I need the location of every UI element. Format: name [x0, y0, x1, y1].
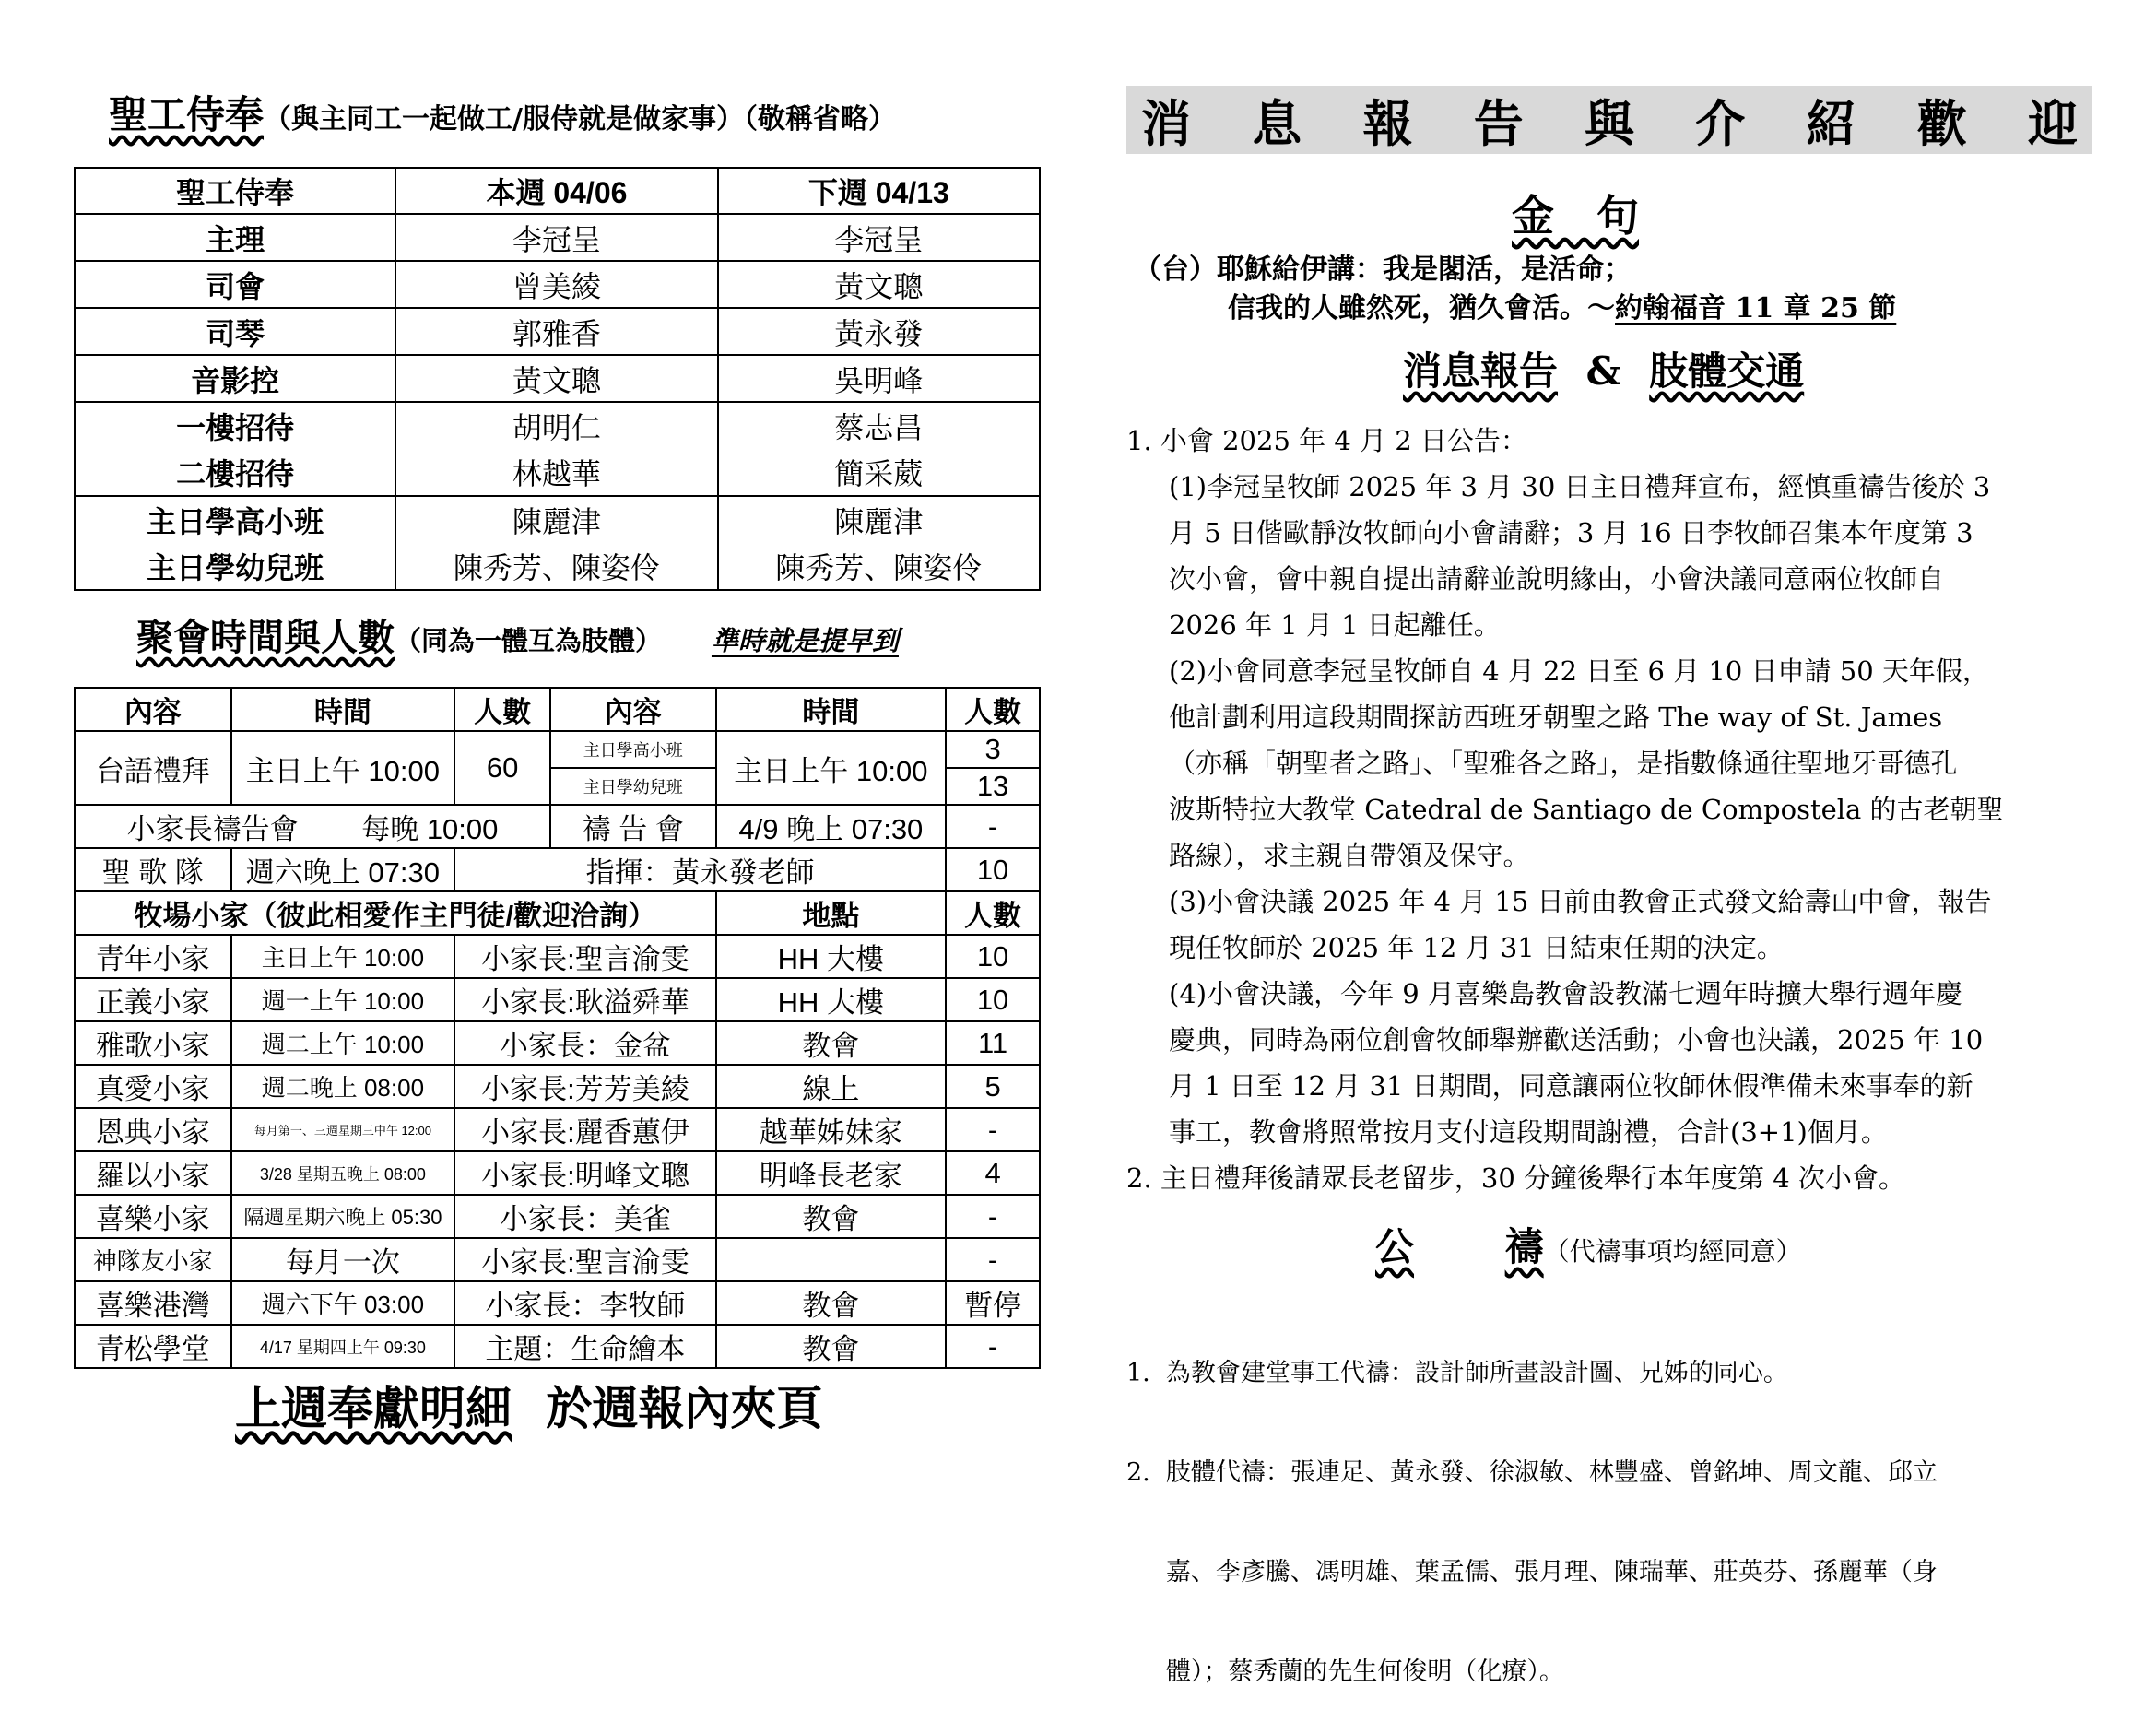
news-line: 月 1 日至 12 月 31 日期間，同意讓兩位牧師休假準備未來事奉的新	[1169, 1070, 1973, 1102]
cell-leader: 小家長：金盆	[454, 1021, 715, 1065]
taiyu-service: 台語禮拜	[75, 731, 231, 805]
cell-place: 教會	[716, 1195, 947, 1238]
news-heading	[1403, 341, 1804, 396]
news-line: 路線），求主親自帶領及保守。	[1169, 840, 1530, 871]
cell-leader: 小家長:明峰文聰	[454, 1151, 715, 1195]
news-line: (1)李冠呈牧師 2025 年 3 月 30 日主日禮拜宣布，經慎重禱告後於 3	[1169, 471, 1991, 502]
cell-time: 隔週星期六晚上 05:30	[231, 1195, 455, 1238]
cell-place: HH 大樓	[716, 935, 947, 978]
cell-name: 恩典小家	[75, 1108, 231, 1151]
cell-count: 4	[946, 1151, 1040, 1195]
ss-high: 主日學高小班	[550, 731, 716, 768]
taiyu-time: 主日上午 10:00	[231, 731, 455, 805]
cell-place	[716, 1238, 947, 1281]
role-cell: 二樓招待	[75, 449, 395, 496]
cell-place: HH 大樓	[716, 978, 947, 1021]
cell-name: 喜樂港灣	[75, 1281, 231, 1325]
col-header: 時間	[231, 688, 455, 731]
cell-count: -	[946, 1195, 1040, 1238]
prayer-subtitle: （代禱事項均經同意）	[1543, 1236, 1802, 1267]
parent-prayer-time: 每晚 10:00	[361, 813, 499, 845]
cell-place: 教會	[716, 1325, 947, 1368]
col-header: 時間	[716, 688, 947, 731]
table-row	[75, 1195, 1040, 1238]
next-week-cell: 黃文聰	[718, 261, 1040, 308]
table-row	[75, 261, 1040, 308]
cell-place: 線上	[716, 1065, 947, 1108]
golden-verse	[1134, 251, 1896, 328]
golden-verse-ref: 約翰福音 11 章 25 節	[1615, 292, 1897, 324]
prayer-line: 嘉、李彥騰、馮明雄、葉孟儒、張月理、陳瑞華、莊英芬、孫麗華（身	[1126, 1558, 1938, 1586]
news-line: 他計劃利用這段期間探訪西班牙朝聖之路 The way of St. James	[1169, 702, 1943, 733]
offering-subtitle: 於週報內夾頁	[546, 1382, 823, 1435]
parent-prayer: 小家長禱告會	[126, 813, 299, 845]
col-header: 人數	[946, 688, 1040, 731]
this-week-cell: 陳秀芳、陳姿伶	[395, 543, 717, 590]
news-line: （亦稱「朝聖者之路」、「聖雅各之路」，是指數條通往聖地牙哥德孔	[1169, 748, 1958, 779]
news-line: 2026 年 1 月 1 日起離任。	[1169, 609, 1501, 641]
cell-leader: 小家長:耿溢舜華	[454, 978, 715, 1021]
table-row	[75, 355, 1040, 402]
table-row	[75, 1108, 1040, 1151]
this-week-cell: 曾美綾	[395, 261, 717, 308]
this-week-cell: 黃文聰	[395, 355, 717, 402]
cell-name: 羅以小家	[75, 1151, 231, 1195]
choir-count: 10	[946, 848, 1040, 891]
next-week-cell: 李冠呈	[718, 214, 1040, 261]
cell-place: 明峰長老家	[716, 1151, 947, 1195]
cell-name: 青松學堂	[75, 1325, 231, 1368]
table-row	[75, 978, 1040, 1021]
news-amp: &	[1585, 348, 1621, 394]
choir-time: 週六晚上 07:30	[231, 848, 455, 891]
role-cell: 一樓招待	[75, 402, 395, 449]
banner-char: 紹	[1806, 93, 1856, 153]
table-row	[75, 214, 1040, 261]
ss-high-count: 3	[946, 731, 1040, 768]
this-week-cell: 陳麗津	[395, 496, 717, 543]
cell-leader: 小家長：美雀	[454, 1195, 715, 1238]
banner-char: 息	[1252, 93, 1302, 153]
taiyu-count: 60	[454, 731, 550, 805]
news-banner	[1126, 86, 2092, 154]
role-cell: 司會	[75, 261, 395, 308]
prayer-title-a: 公	[1375, 1224, 1415, 1269]
prayer-title-b: 禱	[1504, 1224, 1544, 1269]
cell-leader: 小家長：李牧師	[454, 1281, 715, 1325]
news-line: (2)小會同意李冠呈牧師自 4 月 22 日至 6 月 10 日申請 50 天年假，	[1169, 655, 1989, 687]
this-week-cell: 胡明仁	[395, 402, 717, 449]
cell-leader: 主題：生命繪本	[454, 1325, 715, 1368]
golden-verse-text: 信我的人雖然死，猶久會活。～	[1228, 292, 1615, 324]
prayer-count: -	[946, 805, 1040, 848]
prayer-line: 體）；蔡秀蘭的先生何俊明（化療）。	[1126, 1657, 1564, 1686]
table-row	[75, 1325, 1040, 1368]
choir-conductor: 指揮：黃永發老師	[454, 848, 946, 891]
cell-time: 3/28 星期五晚上 08:00	[231, 1151, 455, 1195]
role-cell: 司琴	[75, 308, 395, 355]
banner-char: 與	[1585, 93, 1634, 153]
cell-count: 暫停	[946, 1281, 1040, 1325]
table-row	[75, 1238, 1040, 1281]
prayer-heading	[1375, 1217, 1802, 1272]
service-header: 本週 04/06	[395, 168, 717, 214]
table-row	[75, 402, 1040, 449]
role-cell: 音影控	[75, 355, 395, 402]
table-row	[75, 1151, 1040, 1195]
prayer-meeting: 禱 告 會	[550, 805, 716, 848]
meeting-table	[74, 687, 1041, 1369]
prayer-list	[1126, 1291, 1938, 1722]
role-cell: 主理	[75, 214, 395, 261]
col-header: 地點	[716, 891, 947, 935]
news-title-b: 肢體交通	[1649, 348, 1805, 394]
ss-kid: 主日學幼兒班	[550, 768, 716, 805]
cell-group-header: 牧場小家（彼此相愛作主門徒/歡迎洽詢）	[75, 891, 716, 935]
banner-char: 歡	[1916, 93, 1967, 153]
cell-leader: 小家長:麗香蕙伊	[454, 1108, 715, 1151]
next-week-cell: 蔡志昌	[718, 402, 1040, 449]
meeting-heading	[136, 608, 899, 661]
cell-leader: 小家長:芳芳美綾	[454, 1065, 715, 1108]
cell-count: -	[946, 1238, 1040, 1281]
news-line: 波斯特拉大教堂 Catedral de Santiago de Compostela 的古老朝聖	[1169, 794, 2004, 825]
table-row	[75, 935, 1040, 978]
golden-verse-title: 金 句	[1512, 191, 1639, 241]
cell-name: 喜樂小家	[75, 1195, 231, 1238]
banner-char: 消	[1141, 93, 1191, 153]
cell-place: 越華姊妹家	[716, 1108, 947, 1151]
table-row	[75, 308, 1040, 355]
cell-name: 真愛小家	[75, 1065, 231, 1108]
cell-count: 10	[946, 935, 1040, 978]
news-line: 次小會，會中親自提出請辭並說明緣由，小會決議同意兩位牧師自	[1169, 563, 1945, 595]
meeting-slogan: 準時就是提早到	[711, 625, 899, 656]
cell-leader: 小家長:聖言渝雯	[454, 1238, 715, 1281]
ss-time: 主日上午 10:00	[716, 731, 947, 805]
cell-name: 正義小家	[75, 978, 231, 1021]
table-row	[75, 1021, 1040, 1065]
cell-count: 10	[946, 978, 1040, 1021]
cell-time: 每月一次	[231, 1238, 455, 1281]
news-line: 慶典，同時為兩位創會牧師舉辦歡送活動；小會也決議，2025 年 10	[1169, 1024, 1984, 1056]
table-row	[75, 1281, 1040, 1325]
table-row	[75, 543, 1040, 590]
banner-char: 告	[1473, 93, 1524, 153]
cell-time: 週六下午 03:00	[231, 1281, 455, 1325]
golden-verse-line: （台）耶穌給伊講：我是閣活，是活命；	[1134, 254, 1632, 286]
col-header: 內容	[550, 688, 716, 731]
cell-name: 雅歌小家	[75, 1021, 231, 1065]
news-title-a: 消息報告	[1403, 348, 1559, 394]
service-heading	[109, 85, 896, 140]
prayer-time: 4/9 晚上 07:30	[716, 805, 947, 848]
cell-time: 週二上午 10:00	[231, 1021, 455, 1065]
table-row	[75, 1065, 1040, 1108]
service-header: 聖工侍奉	[75, 168, 395, 214]
news-item: 2. 主日禮拜後請眾長老留步，30 分鐘後舉行本年度第 4 次小會。	[1126, 1162, 1905, 1194]
ss-kid-count: 13	[946, 768, 1040, 805]
golden-verse-line2	[1134, 289, 1896, 328]
col-header: 人數	[454, 688, 550, 731]
cell-count: -	[946, 1108, 1040, 1151]
cell-place: 教會	[716, 1021, 947, 1065]
offering-heading	[235, 1372, 822, 1438]
cell-name: 青年小家	[75, 935, 231, 978]
news-line: 現任牧師於 2025 年 12 月 31 日結束任期的決定。	[1169, 932, 1784, 963]
service-subtitle: （與主同工一起做工/服侍就是做家事）（敬稱省略）	[264, 103, 896, 136]
cell-count: -	[946, 1325, 1040, 1368]
table-row	[75, 449, 1040, 496]
news-line: 事工，教會將照常按月支付這段期間謝禮，合計(3+1)個月。	[1169, 1116, 1888, 1148]
next-week-cell: 吳明峰	[718, 355, 1040, 402]
news-item-body	[1126, 464, 2004, 1155]
cell-count: 11	[946, 1021, 1040, 1065]
service-table	[74, 167, 1041, 591]
banner-char: 報	[1362, 93, 1413, 153]
meeting-subtitle: （同為一體互為肢體）	[395, 625, 663, 656]
col-header: 內容	[75, 688, 231, 731]
next-week-cell: 黃永發	[718, 308, 1040, 355]
parent-prayer-row	[75, 805, 550, 848]
news-item: 1. 小會 2025 年 4 月 2 日公告：	[1126, 425, 1527, 456]
service-title: 聖工侍奉	[109, 92, 265, 137]
prayer-line: 2. 肢體代禱：張連足、黃永發、徐淑敏、林豐盛、曾銘坤、周文龍、邱立	[1126, 1458, 1938, 1487]
role-cell: 主日學幼兒班	[75, 543, 395, 590]
cell-time: 週二晚上 08:00	[231, 1065, 455, 1108]
cell-place: 教會	[716, 1281, 947, 1325]
cell-count: 5	[946, 1065, 1040, 1108]
service-header: 下週 04/13	[718, 168, 1040, 214]
this-week-cell: 林越華	[395, 449, 717, 496]
cell-leader: 小家長:聖言渝雯	[454, 935, 715, 978]
news-line: 月 5 日偕歐靜汝牧師向小會請辭；3 月 16 日李牧師召集本年度第 3	[1169, 517, 1973, 548]
this-week-cell: 李冠呈	[395, 214, 717, 261]
cell-time: 週一上午 10:00	[231, 978, 455, 1021]
news-line: (4)小會決議，今年 9 月喜樂島教會設教滿七週年時擴大舉行週年慶	[1169, 978, 1962, 1009]
cell-time: 主日上午 10:00	[231, 935, 455, 978]
banner-char: 介	[1695, 93, 1746, 153]
news-line: (3)小會決議 2025 年 4 月 15 日前由教會正式發文給壽山中會，報告	[1169, 886, 1992, 917]
news-list	[1126, 418, 2004, 1201]
next-week-cell: 陳麗津	[718, 496, 1040, 543]
cell-name: 神隊友小家	[75, 1238, 231, 1281]
prayer-line: 1. 為教會建堂事工代禱：設計師所畫設計圖、兄姊的同心。	[1126, 1359, 1788, 1387]
meeting-title: 聚會時間與人數	[136, 617, 395, 659]
offering-title: 上週奉獻明細	[235, 1382, 512, 1435]
banner-char: 迎	[2028, 93, 2078, 153]
next-week-cell: 簡采葳	[718, 449, 1040, 496]
cell-time: 4/17 星期四上午 09:30	[231, 1325, 455, 1368]
cell-time: 每月第一、三週星期三中午 12:00	[231, 1108, 455, 1151]
role-cell: 主日學高小班	[75, 496, 395, 543]
col-header: 人數	[946, 891, 1040, 935]
this-week-cell: 郭雅香	[395, 308, 717, 355]
table-row	[75, 496, 1040, 543]
next-week-cell: 陳秀芳、陳姿伶	[718, 543, 1040, 590]
choir: 聖 歌 隊	[75, 848, 231, 891]
